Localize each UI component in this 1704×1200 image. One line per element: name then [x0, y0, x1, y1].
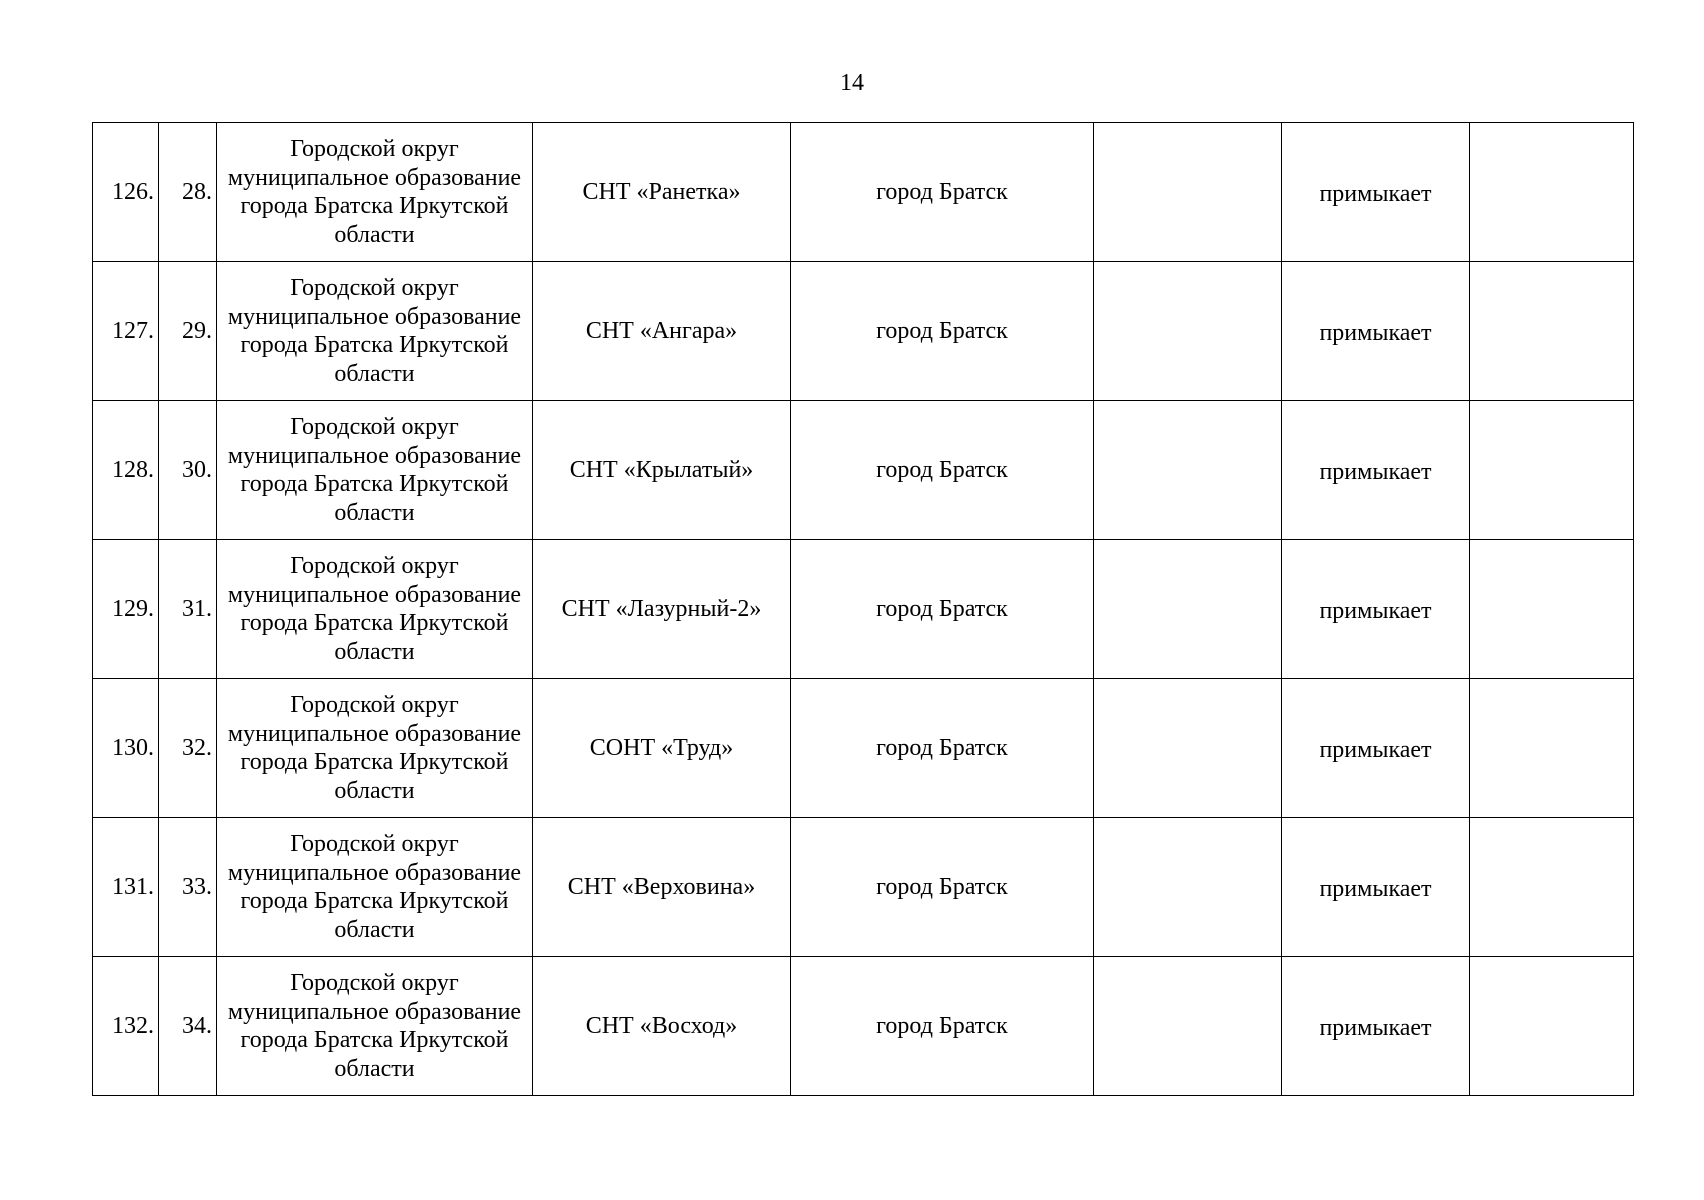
organization-cell: СНТ «Верховина»	[533, 818, 791, 957]
settlement-cell: город Братск	[791, 679, 1094, 818]
empty-cell	[1470, 818, 1634, 957]
settlement-cell: город Братск	[791, 123, 1094, 262]
empty-cell	[1470, 540, 1634, 679]
table-row	[93, 679, 1634, 818]
status-cell: примыкает	[1282, 540, 1470, 679]
row-number: 131.	[93, 818, 159, 957]
municipality-cell: Городской округ муниципальное образование города Братска Иркутской области	[217, 262, 533, 401]
row-sub-number: 34.	[159, 957, 217, 1096]
municipality-cell: Городской округ муниципальное образование города Братска Иркутской области	[217, 957, 533, 1096]
municipality-cell: Городской округ муниципальное образование города Братска Иркутской области	[217, 818, 533, 957]
table-row	[93, 123, 1634, 262]
table-row	[93, 262, 1634, 401]
organization-cell: СНТ «Крылатый»	[533, 401, 791, 540]
row-sub-number: 31.	[159, 540, 217, 679]
row-sub-number: 33.	[159, 818, 217, 957]
empty-cell	[1094, 957, 1282, 1096]
empty-cell	[1094, 818, 1282, 957]
row-sub-number: 32.	[159, 679, 217, 818]
empty-cell	[1470, 679, 1634, 818]
empty-cell	[1094, 262, 1282, 401]
status-cell: примыкает	[1282, 818, 1470, 957]
row-sub-number: 28.	[159, 123, 217, 262]
page-number: 14	[840, 70, 864, 96]
status-cell: примыкает	[1282, 401, 1470, 540]
row-number: 132.	[93, 957, 159, 1096]
table-row	[93, 401, 1634, 540]
settlement-cell: город Братск	[791, 262, 1094, 401]
settlement-cell: город Братск	[791, 957, 1094, 1096]
empty-cell	[1094, 123, 1282, 262]
row-sub-number: 29.	[159, 262, 217, 401]
settlement-cell: город Братск	[791, 401, 1094, 540]
settlement-cell: город Братск	[791, 540, 1094, 679]
registry-table	[92, 122, 1634, 1096]
status-cell: примыкает	[1282, 123, 1470, 262]
row-number: 130.	[93, 679, 159, 818]
status-cell: примыкает	[1282, 957, 1470, 1096]
organization-cell: СОНТ «Труд»	[533, 679, 791, 818]
empty-cell	[1470, 957, 1634, 1096]
empty-cell	[1094, 679, 1282, 818]
empty-cell	[1470, 262, 1634, 401]
settlement-cell: город Братск	[791, 818, 1094, 957]
municipality-cell: Городской округ муниципальное образование города Братска Иркутской области	[217, 401, 533, 540]
row-number: 129.	[93, 540, 159, 679]
empty-cell	[1470, 123, 1634, 262]
organization-cell: СНТ «Восход»	[533, 957, 791, 1096]
status-cell: примыкает	[1282, 262, 1470, 401]
row-number: 128.	[93, 401, 159, 540]
organization-cell: СНТ «Ангара»	[533, 262, 791, 401]
municipality-cell: Городской округ муниципальное образование города Братска Иркутской области	[217, 679, 533, 818]
row-number: 127.	[93, 262, 159, 401]
organization-cell: СНТ «Лазурный-2»	[533, 540, 791, 679]
municipality-cell: Городской округ муниципальное образование города Братска Иркутской области	[217, 123, 533, 262]
status-cell: примыкает	[1282, 679, 1470, 818]
municipality-cell: Городской округ муниципальное образование города Братска Иркутской области	[217, 540, 533, 679]
empty-cell	[1094, 540, 1282, 679]
row-number: 126.	[93, 123, 159, 262]
table-row	[93, 818, 1634, 957]
table-row	[93, 957, 1634, 1096]
table-row	[93, 540, 1634, 679]
empty-cell	[1094, 401, 1282, 540]
empty-cell	[1470, 401, 1634, 540]
row-sub-number: 30.	[159, 401, 217, 540]
organization-cell: СНТ «Ранетка»	[533, 123, 791, 262]
